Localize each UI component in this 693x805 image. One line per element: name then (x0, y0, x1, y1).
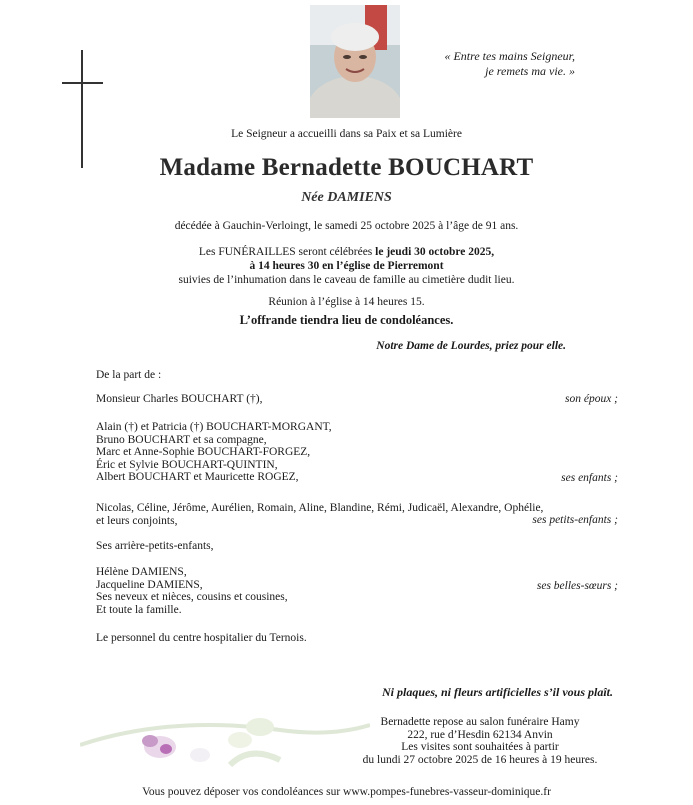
relative-line: Et toute la famille. (96, 603, 182, 616)
from-label: De la part de : (96, 369, 162, 381)
sisters-in-law-role: ses belles-sœurs ; (536, 580, 618, 592)
funeral-line-1a: Les FUNÉRAILLES seront célébrées (198, 246, 376, 258)
funeral-line-1 (0, 246, 693, 258)
viewing-line: 222, rue d’Hesdin 62134 Anvin (407, 728, 553, 741)
child-line: Marc et Anne-Sophie BOUCHART-FORGEZ, (96, 446, 311, 458)
funeral-place: à 14 heures 30 en l’église de Pierremont (249, 260, 444, 272)
reunion-text: Réunion à l’église à 14 heures 15. (268, 296, 425, 308)
grandchildren-line: et leurs conjoints, (96, 514, 178, 527)
cross-icon-bar (62, 82, 103, 84)
orchid-decoration (80, 705, 370, 780)
quote (412, 49, 575, 79)
spouse-role: son époux ; (564, 393, 618, 405)
sisters-in-law-list (96, 566, 288, 616)
great-grandchildren: Ses arrière-petits-enfants, (96, 540, 214, 552)
funeral-line-2 (0, 260, 693, 272)
hospital-staff: Le personnel du centre hospitalier du Ternois. (96, 632, 307, 644)
spouse-name: Monsieur Charles BOUCHART (†), (96, 393, 263, 405)
portrait-photo (310, 5, 400, 118)
children-list (96, 421, 332, 484)
child-line: Éric et Sylvie BOUCHART-QUINTIN, (96, 458, 278, 471)
no-flowers-notice: Ni plaques, ni fleurs artificielles s’il vous plaît. (381, 685, 613, 699)
condolences-footer: Vous pouvez déposer vos condoléances sur www.pompes-funebres-vasseur-dominique.fr (142, 786, 551, 798)
child-line: Albert BOUCHART et Mauricette ROGEZ, (96, 471, 299, 483)
death-notice: décédée à Gauchin-Verloingt, le samedi 25 octobre 2025 à l’âge de 91 ans. (174, 220, 519, 232)
maiden-name: Née DAMIENS (301, 190, 392, 205)
quote-line-2: je remets ma vie. » (485, 64, 575, 78)
funeral-date: le jeudi 30 octobre 2025, (375, 246, 495, 258)
relative-line: Ses neveux et nièces, cousins et cousines, (96, 591, 288, 603)
deceased-name: Madame Bernadette BOUCHART (159, 154, 534, 181)
offering-text: L’offrande tiendra lieu de condoléances. (239, 313, 454, 327)
viewing-line: Les visites sont souhaitées à partir (401, 741, 559, 753)
relative-line: Jacqueline DAMIENS, (96, 578, 203, 591)
quote-line-1: « Entre tes mains Seigneur, (444, 49, 575, 63)
grandchildren-list (96, 502, 543, 527)
cross-icon (81, 50, 83, 168)
intro-text: Le Seigneur a accueilli dans sa Paix et sa Lumière (231, 128, 462, 140)
viewing-line: Bernadette repose au salon funéraire Hamy (380, 716, 580, 728)
grandchildren-line: Nicolas, Céline, Jérôme, Aurélien, Romain, Aline, Blandine, Rémi, Judicaël, Alexandre, Ophélie, (96, 502, 544, 514)
relative-line: Hélène DAMIENS, (96, 566, 187, 578)
funeral-line-3: suivies de l’inhumation dans le caveau de famille au cimetière dudit lieu. (178, 274, 515, 286)
prayer-text: Notre Dame de Lourdes, priez pour elle. (376, 340, 566, 352)
child-line: Bruno BOUCHART et sa compagne, (96, 433, 267, 446)
child-line: Alain (†) et Patricia (†) BOUCHART-MORGANT, (96, 421, 332, 433)
grandchildren-role: ses petits-enfants ; (532, 514, 618, 526)
viewing-info (330, 716, 630, 766)
children-role: ses enfants ; (561, 472, 618, 484)
viewing-line: du lundi 27 octobre 2025 de 16 heures à 19 heures. (362, 753, 598, 766)
